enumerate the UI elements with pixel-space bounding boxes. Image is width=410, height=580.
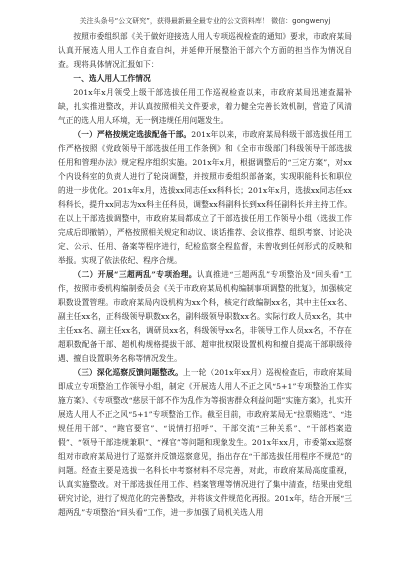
subsection-3-text: 上一轮（201x年xx月）巡视检查后，市政府某局即成立专项整治工作领导小组，制定《开展选人用人不正之风“5+1”专项整治工作实施方案》、《专项整改“慈层干部不作为乱作为等损害群众利益问题”实施方案》，扎实开展选人用人不正之风“5+1”专项整治工作。截至目前，市政府某局无“拉票贿选”、“违规任用干部”、“跑官要官”、“说情打招呼”、干部交流“三种关系”、“干部档案造假”、“领导干部违规兼职”、“裸官”等问题和现象发生。201x年xx月，市委第xx巡察组对市政府某局进行了巡察并反馈巡察意见，指出存在“干部选拔任用程序不规范”的问题。经查主要是选拔一名科长中考察材料不尽完善，对此，市政府某局高度重视，认真实施整改。对干部选拔任用工作、档案管理等情况进行了集中清查，结果由党组研究讨论，进行了规范化的完善整改，并将该文件规范化再报。201x年，结合开展“三超两乱”专项整治“回头看”工作，进一步加强了局机关选人用 <box>58 368 353 517</box>
subsection-2-heading: （二）开展“三超两乱”专项治理。 <box>73 270 197 279</box>
document-body <box>58 30 352 520</box>
section-heading-1: 一、选人用人工作情况 <box>73 74 151 83</box>
intro-paragraph: 按照市委组织部《关于做好迎接选人用人专项巡视检查的通知》要求，市政府某局认真开展选人用人工作自查自纠，并延伸开展整治干部六个方面的担当作为情况自查。现将具体情况汇报如下： <box>58 32 352 69</box>
subsection-2-text: 认真推进“三超两乱”专项整治及“回头看”工作，按照市委机构编制委员会《关于市政府某局机构编制事项调整的批复》，加强核定职数设置管理。市政府某局内设机构为xx个科，核定行政编制xx名，其中主任xx名、副主任xx名，正科级领导职数xx名，副科级领导职数xx名。实际行政人员xx名，其中主任xx名、副主任xx名，调研员xx名，科级领导xx名，非领导工作人员xx名，不存在超职数配备干部、超机构规格提拔干部、超审批权限设置机构和擅自提高干部职级待遇、擅自设置职务名称等情况发生。 <box>58 270 352 363</box>
subsection-2-paragraph <box>58 268 352 366</box>
subsection-3-paragraph <box>58 366 352 520</box>
subsection-1-text: 201x年以来，市政府某局科级干部选拔任用工作严格按照《党政领导干部选拔任用工作条例》和《全市市级部门科级领导干部选拔任用和管理办法》规定程序组织实施。201x年x月，根据调整后的“三定方案”，对xx个内设科室的负责人进行了轮岗调整，并按照市委组织部备案，实现职能科长和职位的进一步优化。201x年x月，选拔xx同志任xx科科长；201x年x月，选拔xx同志任xx科科长，提升xx同志为xx科主任科员，调整xx科副科长到xx科任副科长并主持工作。在以上干部选拔调整中，市政府某局都成立了干部选拔任用工作领导小组（选拔工作完成后即撤销），严格按照相关规定和动议、谈话推荐、会议推荐、组织考察、讨论决定、公示、任用、备案等程序进行，纪检监察全程监督，未曾收到任何形式的反映和举报。实现了依法依纪、程序合规。 <box>58 130 352 265</box>
section-1-paragraph: 201x年x月领受上级干部选拔任用工作巡视检查以来，市政府某局迅速查漏补缺，扎实推进整改，并认真按照相关文件要求，着力健全完善长效机制，营造了风清气正的选人用人环境，无一例违规任用问题发生。 <box>58 88 352 125</box>
subsection-1-paragraph <box>58 128 352 268</box>
subsection-3-heading: （三）深化巡察反馈问题整改。 <box>73 368 183 377</box>
subsection-1-heading: （一）严格按规定选拔配备干部。 <box>73 130 192 139</box>
watermark-header: 关注头条号“公文研究”，获得最新最全最专业的公文资料库！ 微信：gongwenyj <box>79 17 331 25</box>
